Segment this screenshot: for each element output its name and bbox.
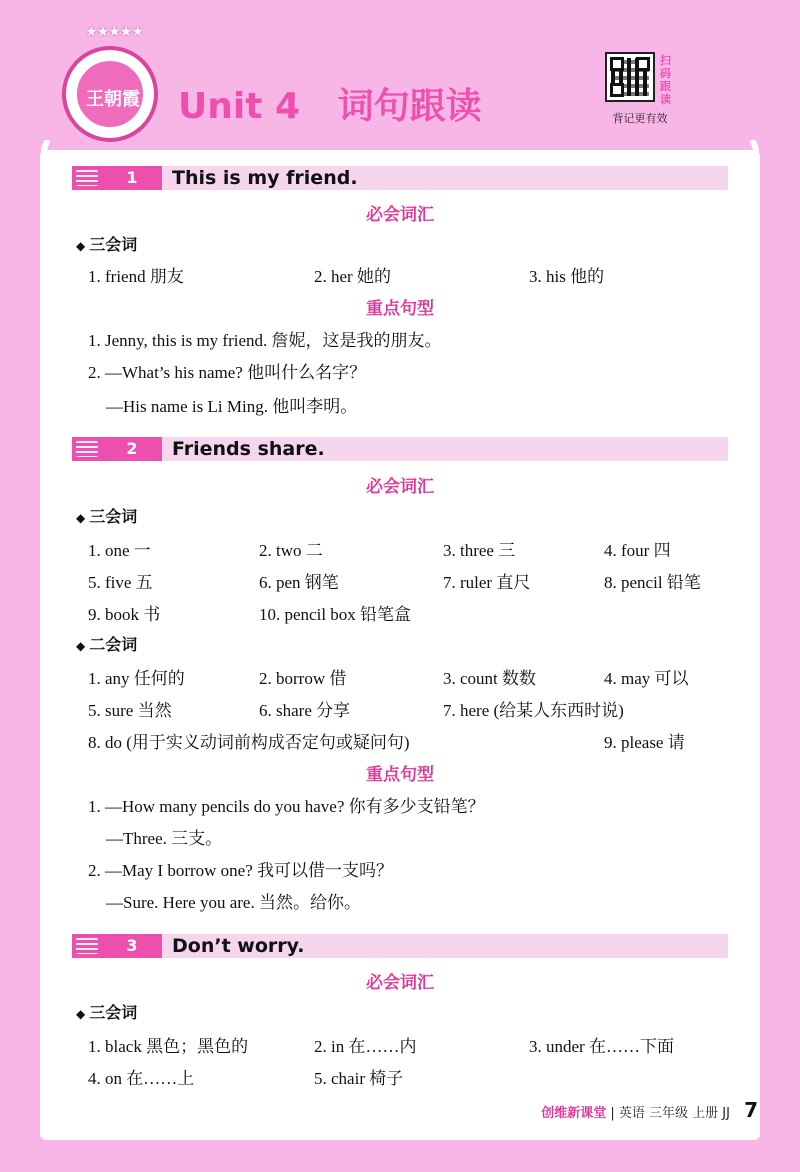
sentence-line: 2. —May I borrow one? 我可以借一支吗？ — [88, 861, 394, 880]
section-number: 3 — [126, 936, 138, 955]
section-title: Don’t worry. — [172, 935, 305, 957]
sentence-line: —Three. 三支。 — [106, 829, 223, 848]
vocab-item: 5. five 五 — [88, 573, 153, 592]
diamond-icon: ◆ — [76, 639, 86, 653]
vocab-item: 9. please 请 — [604, 733, 685, 752]
diamond-icon: ◆ — [76, 511, 86, 525]
qr-side-label: 扫码跟读 — [660, 54, 671, 106]
category-label: ◆ 三会词 — [76, 235, 138, 254]
vocab-item: 3. his 他的 — [529, 267, 605, 286]
vocab-item: 2. in 在……内 — [314, 1037, 417, 1056]
vocab-item: 2. two 二 — [259, 541, 323, 560]
category-label: ◆ 三会词 — [76, 1003, 138, 1022]
wave-lines-icon — [76, 170, 98, 186]
vocab-item: 2. her 她的 — [314, 267, 391, 286]
category-label: ◆ 三会词 — [76, 507, 138, 526]
sentence-line: 2. —What’s his name? 他叫什么名字？ — [88, 363, 367, 382]
section-title: This is my friend. — [172, 167, 358, 189]
vocab-item: 3. count 数数 — [443, 669, 537, 688]
page-footer — [541, 1098, 758, 1122]
footer-brand: 创维新课堂 — [541, 1106, 607, 1121]
category-label: ◆ 二会词 — [76, 635, 138, 654]
vocab-item: 1. friend 朋友 — [88, 267, 184, 286]
vocab-item: 10. pencil box 铅笔盒 — [259, 605, 412, 624]
section-badge — [72, 166, 162, 190]
vocab-item: 7. ruler 直尺 — [443, 573, 531, 592]
vocab-item: 4. four 四 — [604, 541, 671, 560]
logo-badge — [74, 58, 146, 130]
footer-divider: | — [610, 1106, 619, 1121]
sentence-line: 1. Jenny, this is my friend. 詹妮，这是我的朋友。 — [88, 331, 442, 350]
vocab-item: 7. here (给某人东西时说) — [443, 701, 624, 720]
section-header-1 — [72, 166, 728, 190]
vocab-item: 5. chair 椅子 — [314, 1069, 404, 1088]
vocab-item: 1. black 黑色；黑色的 — [88, 1037, 249, 1056]
wave-lines-icon — [76, 441, 98, 457]
brand-logo — [62, 24, 158, 142]
sentence-heading: 重点句型 — [366, 299, 434, 319]
vocab-item: 8. pencil 铅笔 — [604, 573, 701, 592]
logo-text: 王朝霞 — [86, 89, 140, 110]
sentence-line: —Sure. Here you are. 当然。给你。 — [106, 893, 361, 912]
vocab-item: 1. any 任何的 — [88, 669, 185, 688]
vocab-item: 6. pen 钢笔 — [259, 573, 339, 592]
sentence-line: —His name is Li Ming. 他叫李明。 — [106, 397, 358, 416]
page-number: 7 — [744, 1098, 758, 1122]
qr-caption: 背记更有效 — [612, 112, 668, 125]
logo-stars-icon: ★★★★★ — [85, 24, 143, 40]
vocab-item: 1. one 一 — [88, 541, 151, 560]
diamond-icon: ◆ — [76, 1007, 86, 1021]
vocab-item: 4. may 可以 — [604, 669, 689, 688]
section-header-2 — [72, 437, 728, 461]
section-number: 2 — [126, 439, 138, 458]
vocab-item: 8. do (用于实义动词前构成否定句或疑问句) — [88, 733, 410, 752]
page-title: Unit 4 词句跟读 — [178, 86, 482, 127]
vocab-item: 5. sure 当然 — [88, 701, 172, 720]
vocab-item: 3. under 在……下面 — [529, 1037, 674, 1056]
sentence-line: 1. —How many pencils do you have? 你有多少支铅笔？ — [88, 797, 485, 816]
vocab-heading: 必会词汇 — [366, 973, 434, 993]
vocab-item: 3. three 三 — [443, 541, 516, 560]
diamond-icon: ◆ — [76, 239, 86, 253]
wave-lines-icon — [76, 938, 98, 954]
section-badge — [72, 437, 162, 461]
vocab-item: 2. borrow 借 — [259, 669, 347, 688]
section-badge — [72, 934, 162, 958]
sentence-heading: 重点句型 — [366, 765, 434, 785]
section-header-3 — [72, 934, 728, 958]
vocab-item: 6. share 分享 — [259, 701, 351, 720]
vocab-heading: 必会词汇 — [366, 205, 434, 225]
vocab-item: 4. on 在……上 — [88, 1069, 195, 1088]
footer-info: 英语 三年级 上册 JJ — [618, 1106, 730, 1121]
qr-code-icon[interactable] — [605, 52, 655, 102]
section-title: Friends share. — [172, 438, 325, 460]
vocab-heading: 必会词汇 — [366, 477, 434, 497]
section-number: 1 — [126, 168, 138, 187]
vocab-item: 9. book 书 — [88, 605, 161, 624]
